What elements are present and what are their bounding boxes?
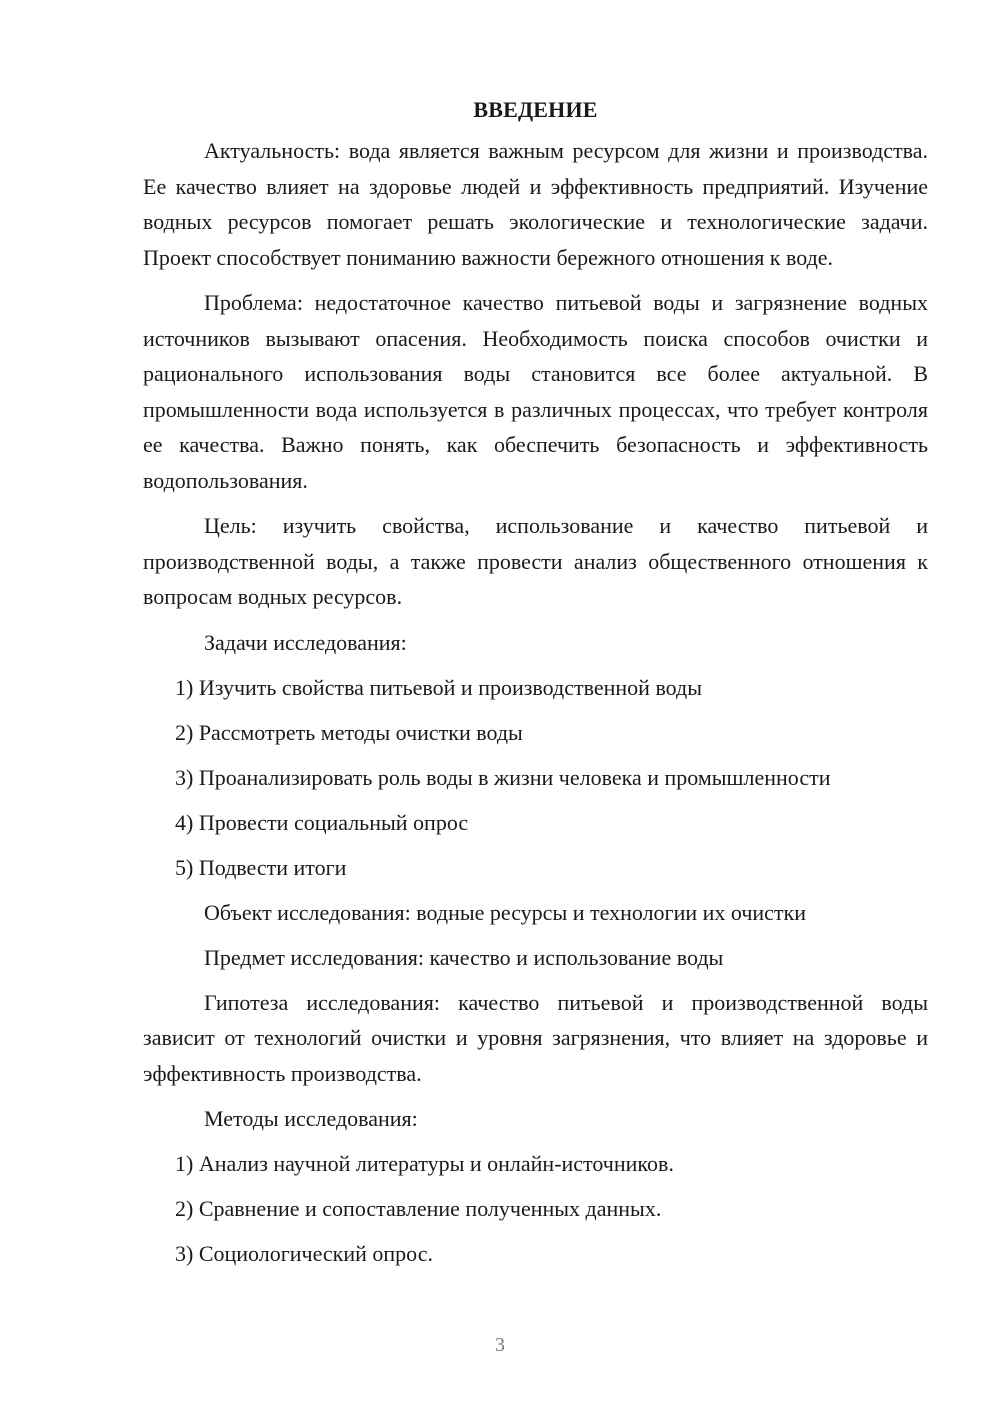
tasks-list (143, 670, 928, 885)
subject-paragraph: Предмет исследования: качество и использование воды (204, 944, 724, 970)
methods-list (143, 1146, 928, 1271)
section-title: ВВЕДЕНИЕ (473, 97, 598, 122)
list-item: 1) Изучить свойства питьевой и производственной воды (175, 674, 703, 700)
list-item: 3) Проанализировать роль воды в жизни человека и промышленности (175, 764, 831, 790)
problem-paragraph: Проблема: недостаточное качество питьевой воды и загрязнение водных источников вызывают опасения. Необходимость поиска способов очистки и рационального использования воды становится все более актуальной. В промышленности вода используется в различных процессах, что требует контроля ее качества. Важно понять, как обеспечить безопасность и эффективность водопользования. (143, 290, 928, 493)
tasks-heading: Задачи исследования: (204, 629, 407, 655)
document-page (143, 92, 928, 1271)
list-item: 1) Анализ научной литературы и онлайн-источников. (175, 1151, 674, 1176)
list-item: 4) Провести социальный опрос (175, 809, 469, 835)
list-item: 2) Рассмотреть методы очистки воды (175, 719, 523, 745)
hypothesis-paragraph: Гипотеза исследования: качество питьевой и производственной воды зависит от технологий очистки и уровня загрязнения, что влияет на здоровье и эффективность производства. (143, 989, 928, 1086)
relevance-paragraph: Актуальность: вода является важным ресурсом для жизни и производства. Ее качество влияет на здоровье людей и эффективность предприятий. Изучение водных ресурсов помогает решать экологические и технологические задачи. Проект способствует пониманию важности бережного отношения к воде. (143, 138, 928, 270)
page-number: 3 (495, 1334, 505, 1356)
list-item: 3) Социологический опрос. (175, 1241, 433, 1266)
list-item: 2) Сравнение и сопоставление полученных данных. (175, 1196, 662, 1221)
goal-paragraph: Цель: изучить свойства, использование и качество питьевой и производственной воды, а также провести анализ общественного отношения к вопросам водных ресурсов. (143, 513, 928, 609)
object-paragraph: Объект исследования: водные ресурсы и технологии их очистки (204, 899, 807, 925)
list-item: 5) Подвести итоги (175, 854, 347, 880)
methods-heading: Методы исследования: (204, 1106, 418, 1131)
